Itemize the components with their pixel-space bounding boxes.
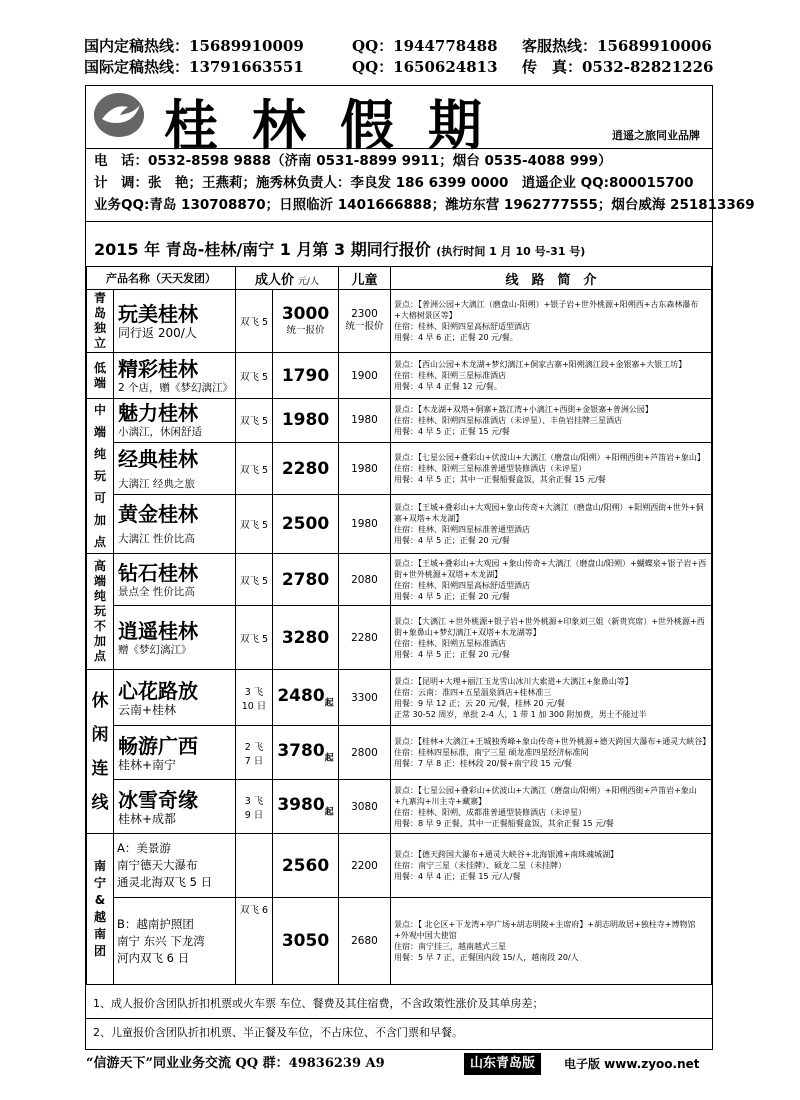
- table-row: [87, 606, 712, 670]
- transport: [236, 834, 273, 898]
- adult-price: 3280: [273, 606, 339, 670]
- category-qingdao: 青岛独立: [87, 290, 114, 353]
- header-child: 儿童: [339, 267, 391, 290]
- adult-price: 2560: [273, 834, 339, 898]
- product-name: 魅力桂林 小漓江，休闲舒适: [114, 399, 236, 443]
- product-name: 心花路放 云南+桂林: [114, 670, 236, 726]
- table-row: [87, 898, 712, 985]
- e-edition-url[interactable]: 电子版 www.zyoo.net: [564, 1057, 700, 1071]
- route-summary: 景点：【七星公园+叠彩山+伏波山+大漓江（磨盘山/阳朔）+阳朔西街+芦笛岩+象山+九寨沟+川主寺+藏寨】 住宿：桂林、阳朔、成都准普通型装修酒店（未评星） 用餐：8 早 9 正餐，其中一正餐船餐盒饭，其余正餐 15 元/餐: [391, 780, 712, 834]
- category-mid-end: 中端纯玩可加点: [87, 399, 114, 554]
- table-row: [87, 290, 712, 353]
- category-nanning-vietnam: 南宁&越南团: [87, 834, 114, 985]
- service-hotline: 客服热线：15689910006: [522, 37, 712, 55]
- table-header: [87, 267, 712, 290]
- table-row: [87, 495, 712, 554]
- route-summary: 景点：【昆明+大理+丽江玉龙雪山冰川大索道+大漓江+象鼻山等】 住宿：云南：准四+五星温泉酒店+桂林准三 用餐：9 早 12 正；云 20 元/餐，桂林 20 元/餐 正常 30-52 周岁，单批 2-4 人，1 带 1 加 300 附加费，男士不能过半: [391, 670, 712, 726]
- table-row: [87, 353, 712, 399]
- product-name: 黄金桂林 大漓江 性价比高: [114, 495, 236, 554]
- product-name: 玩美桂林 同行返 200/人: [114, 290, 236, 353]
- transport: 2 飞 7 日: [236, 726, 273, 780]
- business-qq-line: 业务QQ:青岛 130708870；日照临沂 1401666888；潍坊东营 1962777555；烟台威海 251813369: [94, 197, 755, 213]
- transport: 双飞 5: [236, 353, 273, 399]
- hotline-row-domestic: [84, 36, 724, 57]
- fax: 传 真：0532-82821226: [522, 58, 714, 76]
- child-price: 1900: [339, 353, 391, 399]
- bird-logo-icon: [94, 93, 144, 137]
- adult-price: 2780: [273, 554, 339, 606]
- adult-price: 3050: [273, 898, 339, 985]
- adult-price: 2500: [273, 495, 339, 554]
- header-product: 产品名称（天天发团）: [87, 267, 236, 290]
- route-summary: 景点：【桂林+大漓江+王城独秀峰+象山传奇+世外桃源+德天跨国大瀑布+通灵大峡谷】 住宿：桂林四星标准，南宁三星 硕龙准四星经济标准间 用餐：7 早 8 正：桂林段 20/餐+南宁段 15 元/餐: [391, 726, 712, 780]
- transport: 3 飞 10 日: [236, 670, 273, 726]
- child-price: 2680: [339, 898, 391, 985]
- international-hotline: 国际定稿热线：13791663551: [84, 58, 304, 76]
- international-qq: QQ：1650624813: [352, 58, 498, 76]
- child-price: 2280: [339, 606, 391, 670]
- child-price: 1980: [339, 399, 391, 443]
- adult-price: 1980: [273, 399, 339, 443]
- route-summary: 景点：【王城+叠彩山+大观园+象山传奇+大漓江（磨盘山/阳朔）+阳朔西街+世外+侗寨+双塔+木龙湖】 住宿：桂林、阳朔四星标准普通型酒店 用餐：4 早 5 正；正餐 20 元/餐: [391, 495, 712, 554]
- category-low-end: 低端: [87, 353, 114, 399]
- child-price: 2300 统一报价: [339, 290, 391, 353]
- product-name: A：美景游 南宁德天大瀑布 通灵北海双飞 5 日: [114, 834, 236, 898]
- route-summary: 景点：【 北仑区+下龙湾+亭广场+胡志明陵+主席府】+胡志明故居+独柱寺+博物馆+外观中国大使馆 住宿：南宁挂三，越南越式三星 用餐：5 早 7 正，正餐国内段 15/人，越南段 20/人: [391, 898, 712, 985]
- price-list-title: [94, 237, 585, 260]
- transport: 双飞 5: [236, 442, 273, 494]
- domestic-qq: QQ：1944778488: [352, 37, 498, 55]
- product-name: 精彩桂林 2 个店，赠《梦幻漓江》: [114, 353, 236, 399]
- domestic-hotline: 国内定稿热线：15689910009: [84, 37, 304, 55]
- route-summary: 景点：【西山公园+木龙湖+梦幻漓江+侗家古寨+阳朔漓江段+金银寨+大银工坊】 住宿：桂林、阳朔三星标准酒店 用餐：4 早 4 正餐 12 元/餐。: [391, 353, 712, 399]
- table-row: [87, 670, 712, 726]
- header-route: 线 路 简 介: [391, 267, 712, 290]
- child-price: 3300: [339, 670, 391, 726]
- table-row: [87, 834, 712, 898]
- child-price: 1980: [339, 442, 391, 494]
- note-child: 2、儿童报价含团队折扣机票、半正餐及车位，不占床位、不含门票和早餐。: [93, 1026, 463, 1039]
- route-summary: 景点：【大漓江 +世外桃源+银子岩+世外桃源+印象刘三姐（新贵宾席）+世外桃源+西街+象鼻山+梦幻漓江+双塔+木龙湖等】 住宿：桂林、阳朔五星标准酒店 用餐：4 早 5 正；正餐 20 元/餐: [391, 606, 712, 670]
- title-exec-period: (执行时间 1 月 10 号-31 号): [436, 245, 586, 258]
- product-name: 冰雪奇缘 桂林+成都: [114, 780, 236, 834]
- category-leisure: 休闲连线: [87, 670, 114, 834]
- adult-price: $2480_起$: [273, 670, 339, 726]
- child-price: 1980: [339, 495, 391, 554]
- child-price: 2200: [339, 834, 391, 898]
- edition-label: 山东青岛版: [464, 1053, 541, 1075]
- adult-price: 2280: [273, 442, 339, 494]
- route-summary: 景点：【七星公园+叠彩山+伏波山+大漓江（磨盘山/阳朔）+阳朔西街+芦笛岩+象山】 住宿：桂林、阳朔三星标准普通型装修酒店（未评星） 用餐：4 早 5 正；其中一正餐船餐盒饭，其余正餐 15 元/餐: [391, 442, 712, 494]
- table-row: [87, 442, 712, 494]
- phone-line: 电 话：0532-8598 9888（济南 0531-8899 9911；烟台 0535-4088 999）: [94, 153, 612, 169]
- notes: [86, 990, 712, 1047]
- transport: 3 飞 9 日: [236, 780, 273, 834]
- product-name: B：越南护照团 南宁 东兴 下龙湾 河内双飞 6 日: [114, 898, 236, 985]
- divider: [86, 221, 712, 222]
- transport: 双飞 5: [236, 495, 273, 554]
- transport: 双飞 5: [236, 290, 273, 353]
- transport: 双飞 5: [236, 399, 273, 443]
- title-main: 2015 年 青岛-桂林/南宁 1 月第 3 期同行报价: [94, 240, 431, 259]
- banner: [86, 87, 712, 157]
- product-name: 经典桂林 大漓江 经典之旅: [114, 442, 236, 494]
- route-summary: 景点：【王城+叠彩山+大观园 +象山传奇+大漓江（磨盘山/阳朔）+蝴蝶泉+银子岩+西街+世外桃源+双塔+木龙湖】 住宿：桂林、阳朔四星高标舒适型酒店 用餐：4 早 5 正；正餐 20 元/餐: [391, 554, 712, 606]
- route-summary: 景点：【德天跨国大瀑布+通灵大峡谷+北海银滩+南珠魂城湖】 住宿：南宁三星（未挂牌）、硕龙二星（未挂牌） 用餐：4 早 4 正；正餐 15 元/人/餐: [391, 834, 712, 898]
- child-price: 3080: [339, 780, 391, 834]
- adult-price: 3000 统一报价: [273, 290, 339, 353]
- product-name: 逍遥桂林 赠《梦幻漓江》: [114, 606, 236, 670]
- category-high-end: 高端纯玩不加点: [87, 554, 114, 670]
- header-adult: 成人价 元/人: [236, 267, 339, 290]
- footer-qq-group: “信游天下”同业业务交流 QQ 群：49836239 A9: [86, 1056, 385, 1071]
- product-name: 钻石桂林 景点全 性价比高: [114, 554, 236, 606]
- transport: 双飞 5: [236, 606, 273, 670]
- table-row: [87, 780, 712, 834]
- route-summary: 景点：【木龙湖+双塔+侗寨+荔江湾+小漓江+西街+金银寨+普洲公园】 住宿：桂林、阳朔四星标准酒店（未评星）、丰鱼岩挂牌三星酒店 用餐：4 早 5 正；正餐 15 元/餐: [391, 399, 712, 443]
- route-summary: 景点：【普洲公园+大漓江（磨盘山-阳朔）+银子岩+世外桃源+阳朔西+古东森林瀑布+大榕树景区等】 住宿：桂林、阳朔四星高标舒适型酒店 用餐：4 早 6 正；正餐 20 元/餐。: [391, 290, 712, 353]
- product-name: 畅游广西 桂林+南宁: [114, 726, 236, 780]
- table-row: [87, 554, 712, 606]
- table-row: [87, 399, 712, 443]
- child-price: 2080: [339, 554, 391, 606]
- transport: 双飞 6: [236, 898, 273, 985]
- adult-price: $3780_起$: [273, 726, 339, 780]
- brand-name: 桂林假期: [164, 93, 516, 157]
- adult-price: 1790: [273, 353, 339, 399]
- child-price: 2800: [339, 726, 391, 780]
- table-row: [87, 726, 712, 780]
- adult-price: $3980_起$: [273, 780, 339, 834]
- price-table: [86, 266, 712, 985]
- footer: [86, 1053, 716, 1075]
- planner-line: 计 调：张 艳；王燕莉；施秀林负责人：李良发 186 6399 0000 逍遥企业 QQ:800015700: [94, 175, 694, 191]
- divider: [86, 148, 712, 149]
- note-adult: 1、成人报价含团队折扣机票或火车票 车位、餐费及其住宿费，不含政策性涨价及其单房差；: [86, 990, 712, 1019]
- transport: 双飞 5: [236, 554, 273, 606]
- hotline-row-international: [84, 57, 724, 78]
- brand-slogan: 逍遥之旅同业品牌: [612, 129, 700, 142]
